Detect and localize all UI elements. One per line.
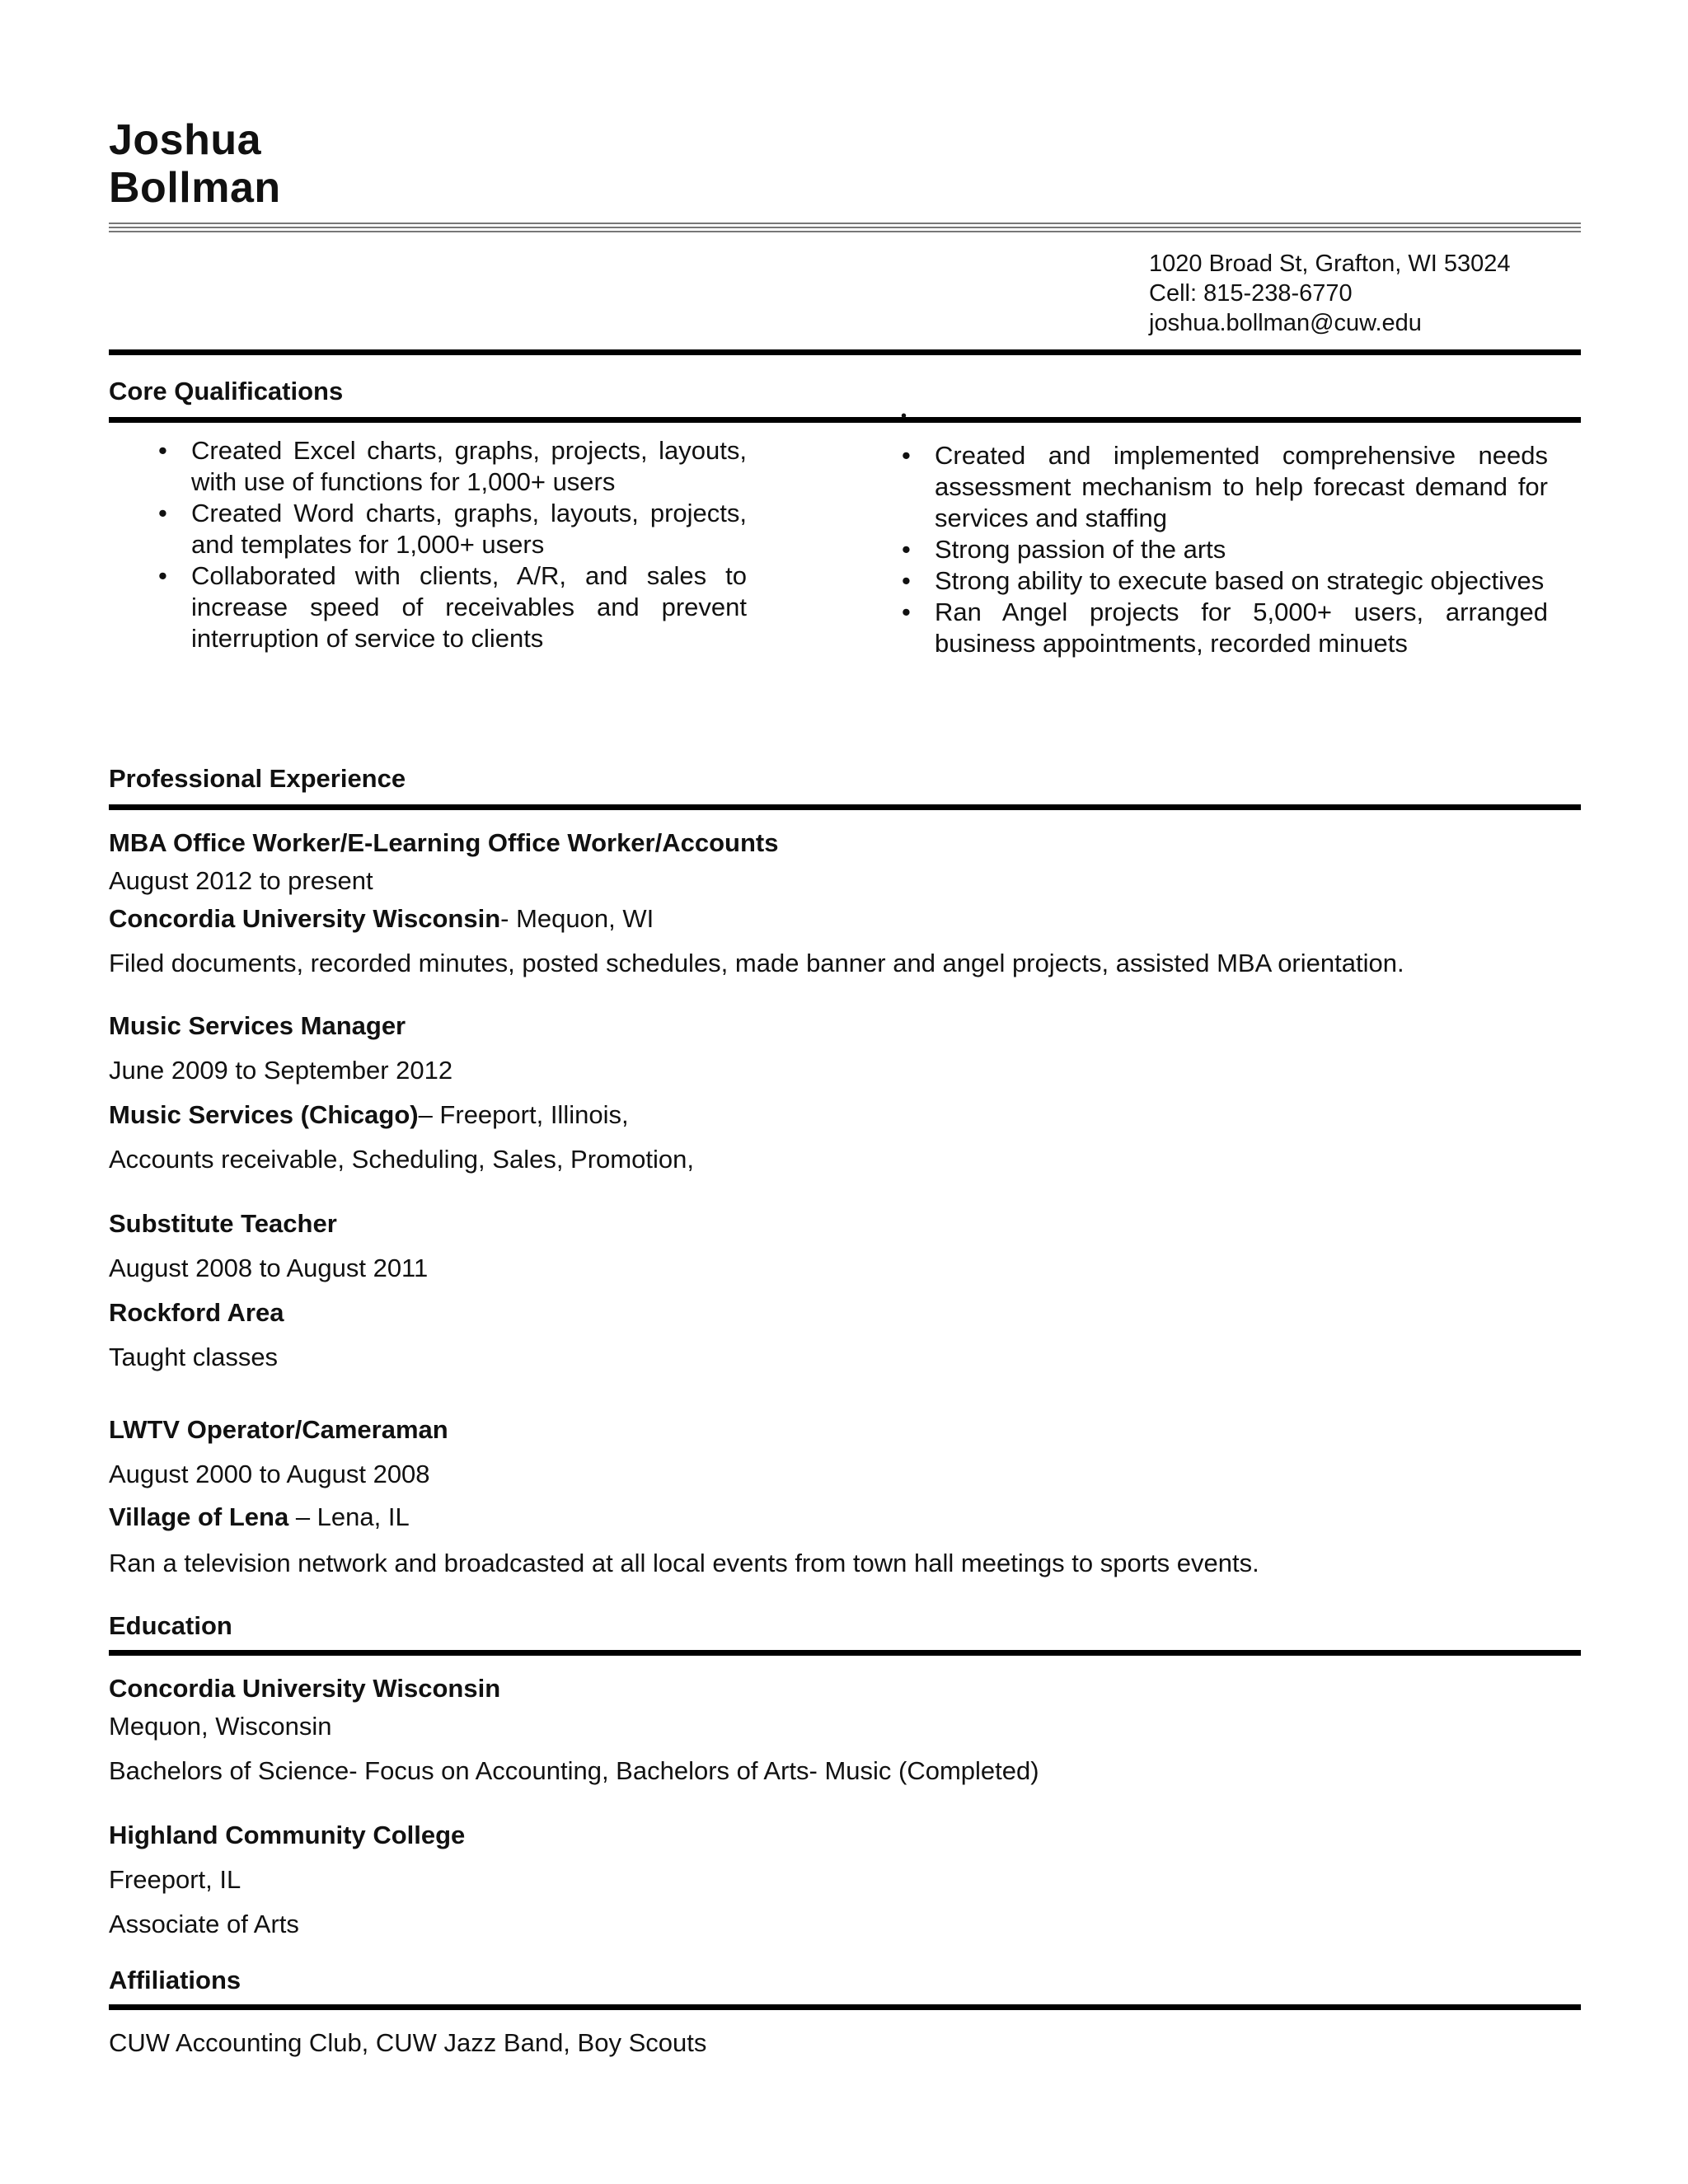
job-description: Filed documents, recorded minutes, posted schedules, made banner and angel projects, assisted MBA orientation.	[109, 949, 1404, 977]
list-item: • Strong passion of the arts	[935, 534, 1548, 565]
education-divider	[109, 1650, 1581, 1656]
affiliations-title: Affiliations	[109, 1966, 241, 1994]
job-employer: Rockford Area	[109, 1298, 284, 1327]
job-employer-line	[109, 1502, 410, 1533]
list-item: • Strong ability to execute based on strategic objectives	[935, 565, 1548, 597]
job-employer: Concordia University Wisconsin	[109, 904, 501, 933]
last-name: Bollman	[109, 164, 281, 212]
list-item: • Collaborated with clients, A/R, and sales to increase speed of receivables and prevent interruption of service to clients	[191, 560, 747, 654]
school-name: Concordia University Wisconsin	[109, 1674, 501, 1703]
stray-bullet: •	[901, 407, 907, 425]
job-role: LWTV Operator/Cameraman	[109, 1415, 448, 1444]
job-location: - Mequon, WI	[500, 904, 654, 933]
core-qualifications-title: Core Qualifications	[109, 377, 344, 405]
cell-phone: Cell: 815-238-6770	[1149, 280, 1353, 307]
list-item: • Created and implemented comprehensive needs assessment mechanism to help forecast demand for services and staffing	[935, 440, 1548, 534]
school-location: Mequon, Wisconsin	[109, 1712, 332, 1741]
affiliations-divider	[109, 2004, 1581, 2010]
job-role: Music Services Manager	[109, 1011, 406, 1040]
list-item: • Ran Angel projects for 5,000+ users, arranged business appointments, recorded minuets	[935, 597, 1548, 659]
job-dates: August 2012 to present	[109, 866, 373, 895]
job-description: Ran a television network and broadcasted at all local events from town hall meetings to sports events.	[109, 1549, 1259, 1577]
qualifications-left-list	[191, 435, 747, 654]
qualifications-right-list	[935, 440, 1548, 659]
job-dates: August 2008 to August 2011	[109, 1254, 429, 1282]
job-employer: Music Services (Chicago)	[109, 1100, 419, 1129]
job-description: Accounts receivable, Scheduling, Sales, Promotion,	[109, 1145, 694, 1174]
job-role: MBA Office Worker/E-Learning Office Worker/Accounts	[109, 828, 779, 857]
education-title: Education	[109, 1611, 232, 1640]
job-employer: Village of Lena	[109, 1502, 289, 1531]
list-item: • Created Excel charts, graphs, projects, layouts, with use of functions for 1,000+ users	[191, 435, 747, 498]
experience-divider	[109, 804, 1581, 810]
affiliations-text: CUW Accounting Club, CUW Jazz Band, Boy Scouts	[109, 2028, 707, 2057]
school-name: Highland Community College	[109, 1821, 466, 1849]
school-degree: Bachelors of Science- Focus on Accounting, Bachelors of Arts- Music (Completed)	[109, 1756, 1039, 1785]
job-employer-line	[109, 903, 654, 935]
first-name: Joshua	[109, 116, 262, 164]
job-location: – Lena, IL	[288, 1502, 410, 1531]
contact-block	[1149, 249, 1510, 338]
job-dates: June 2009 to September 2012	[109, 1056, 453, 1085]
job-location: – Freeport, Illinois,	[418, 1100, 629, 1129]
header-divider	[109, 223, 1581, 232]
contact-divider	[109, 349, 1581, 355]
address: 1020 Broad St, Grafton, WI 53024	[1149, 251, 1511, 277]
job-role: Substitute Teacher	[109, 1209, 337, 1238]
list-item: • Created Word charts, graphs, layouts, projects, and templates for 1,000+ users	[191, 498, 747, 560]
school-location: Freeport, IL	[109, 1865, 241, 1894]
school-degree: Associate of Arts	[109, 1910, 299, 1938]
experience-title: Professional Experience	[109, 764, 406, 793]
job-description: Taught classes	[109, 1343, 279, 1371]
job-employer-line	[109, 1099, 629, 1131]
core-qualifications-divider	[109, 417, 1581, 423]
job-dates: August 2000 to August 2008	[109, 1460, 430, 1488]
email: joshua.bollman@cuw.edu	[1149, 310, 1422, 336]
